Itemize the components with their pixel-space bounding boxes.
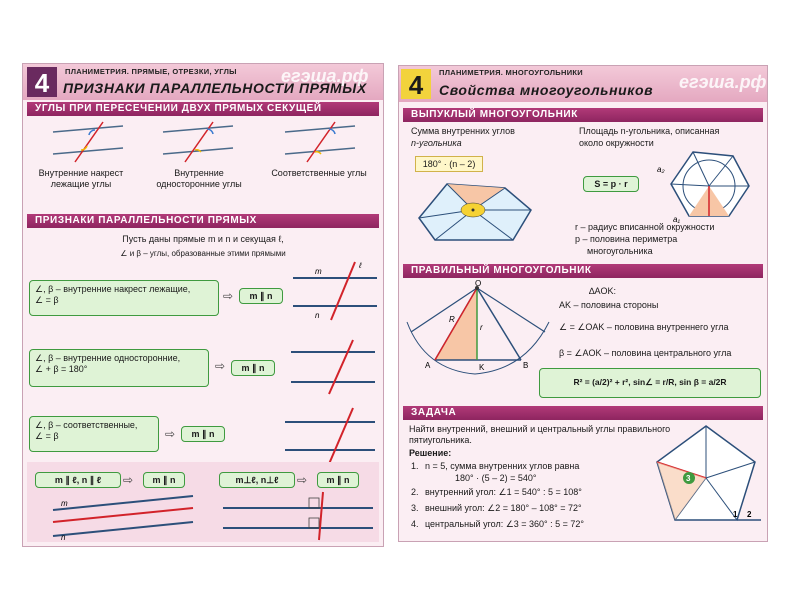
r-note: r – радиус вписанной окружности xyxy=(575,222,715,232)
left-poster xyxy=(22,63,384,547)
rule-one-sided-line2: ∠ + β = 180° xyxy=(35,364,88,374)
caption-corresponding: Соответственные углы xyxy=(271,168,367,178)
right-title: Свойства многоугольников xyxy=(439,82,654,98)
angle-aok-text: β = ∠AOK – половина центрального угла xyxy=(559,348,732,358)
area-formula: S = p · r xyxy=(583,176,639,192)
parallel-lines-diagram xyxy=(43,494,203,540)
label-r-regular: r xyxy=(480,323,483,332)
rule-corresponding-box xyxy=(29,416,159,452)
perpendicular-arrow: ⇨ xyxy=(297,473,308,487)
rule-corresponding-line2: ∠ = β xyxy=(35,431,59,441)
angle-diagram-one-sided xyxy=(163,122,233,162)
right-band-task: ЗАДАЧА xyxy=(403,406,763,420)
step-4-num: 4. xyxy=(411,519,419,529)
rule-one-sided-result: m ∥ n xyxy=(231,360,275,376)
label-a2: a₂ xyxy=(657,165,665,174)
rule-corresponding-diagram xyxy=(285,408,375,464)
parallel-arrow: ⇨ xyxy=(123,473,134,487)
pentagon-diagram xyxy=(651,422,761,532)
rule-one-sided-arrow: ⇨ xyxy=(215,359,226,373)
angle-diagram-corresponding xyxy=(285,122,355,162)
rule-alternate-line1: ∠, β – внутренние накрест лежащие, xyxy=(35,284,191,294)
label-K: K xyxy=(479,363,485,372)
perpendicular-premise: m⊥ℓ, n⊥ℓ xyxy=(219,472,295,488)
right-top-label: ПЛАНИМЕТРИЯ. МНОГОУГОЛЬНИКИ xyxy=(439,68,583,77)
label-2: 2 xyxy=(747,510,752,519)
caption-alternate: Внутренние накрест лежащие углы xyxy=(38,168,124,189)
task-problem-2: пятиугольника. xyxy=(409,435,472,445)
rule-alternate-result: m ∥ n xyxy=(239,288,283,304)
rule-alternate-line2: ∠ = β xyxy=(35,295,59,305)
label-R: R xyxy=(449,315,455,324)
label-a1: a₁ xyxy=(673,215,680,224)
parallel-result: m ∥ n xyxy=(143,472,185,488)
step-2-num: 2. xyxy=(411,487,419,497)
perpendicular-lines-diagram xyxy=(223,492,373,540)
left-title: ПРИЗНАКИ ПАРАЛЛЕЛЬНОСТИ ПРЯМЫХ xyxy=(63,80,367,96)
right-poster xyxy=(398,65,768,542)
ak-text: AK – половина стороны xyxy=(559,300,659,310)
angle-diagram-alternate xyxy=(53,122,123,162)
label-B: B xyxy=(523,361,529,370)
right-site-watermark: егэша.рф xyxy=(679,72,767,92)
label-3: 3 xyxy=(686,474,691,483)
task-solution: Решение: xyxy=(409,448,452,458)
label-1: 1 xyxy=(733,510,738,519)
left-band-angles: УГЛЫ ПРИ ПЕРЕСЕЧЕНИИ ДВУХ ПРЯМЫХ СЕКУЩЕЙ xyxy=(27,102,379,116)
label-l: ℓ xyxy=(359,261,362,270)
rule-one-sided-diagram xyxy=(291,340,375,394)
step-1-num: 1. xyxy=(411,461,419,471)
regular-polygon-diagram xyxy=(405,279,551,374)
rule-alternate-arrow: ⇨ xyxy=(223,289,234,303)
right-number: 4 xyxy=(401,69,431,99)
criteria-intro-2: ∠ и β – углы, образованные этими прямыми xyxy=(120,249,286,258)
step-1b-text: 180° · (5 – 2) = 540° xyxy=(455,473,537,483)
area-line2: около окружности xyxy=(579,138,654,148)
parallel-premise: m ∥ ℓ, n ∥ ℓ xyxy=(35,472,121,488)
label-m: m xyxy=(315,267,322,276)
step-2-text: внутренний угол: ∠1 = 540° : 5 = 108° xyxy=(425,487,582,497)
left-band-criteria: ПРИЗНАКИ ПАРАЛЛЕЛЬНОСТИ ПРЯМЫХ xyxy=(27,214,379,228)
svg-text:m: m xyxy=(61,499,68,508)
sum-line1: Сумма внутренних углов xyxy=(411,126,515,136)
angle-oak-text: ∠ = ∠OAK – половина внутреннего угла xyxy=(559,322,729,332)
step-3-text: внешний угол: ∠2 = 180° – 108° = 72° xyxy=(425,503,582,513)
rule-corresponding-arrow: ⇨ xyxy=(165,427,176,441)
regular-formula: R² = (a/2)² + r², sin∠ = r/R, sin β = a/2R xyxy=(539,368,761,398)
rule-alternate-diagram xyxy=(293,260,377,320)
rule-corresponding-result: m ∥ n xyxy=(181,426,225,442)
left-site-watermark: егэша.рф xyxy=(281,66,369,86)
right-band-convex: ВЫПУКЛЫЙ МНОГОУГОЛЬНИК xyxy=(403,108,763,122)
step-1-text: n = 5, сумма внутренних углов равна xyxy=(425,461,580,471)
label-n: n xyxy=(315,311,320,320)
aok-label: ∆AOK: xyxy=(589,286,617,296)
step-3-num: 3. xyxy=(411,503,419,513)
area-line1: Площадь n-угольника, описанная xyxy=(579,126,720,136)
convex-polygon-diagram xyxy=(413,178,533,244)
rule-one-sided-box xyxy=(29,349,209,387)
step-4-text: центральный угол: ∠3 = 360° : 5 = 72° xyxy=(425,519,585,529)
left-number: 4 xyxy=(27,67,57,97)
rule-corresponding-line1: ∠, β – соответственные, xyxy=(35,420,138,430)
right-band-regular: ПРАВИЛЬНЫЙ МНОГОУГОЛЬНИК xyxy=(403,264,763,278)
p-note2: многоугольника xyxy=(587,246,653,256)
circumscribed-polygon-diagram xyxy=(657,150,751,224)
perpendicular-result: m ∥ n xyxy=(317,472,359,488)
sum-formula: 180° · (n – 2) xyxy=(415,156,483,172)
rule-one-sided-line1: ∠, β – внутренние односторонние, xyxy=(35,353,181,363)
rule-alternate-box xyxy=(29,280,219,316)
p-note: p – половина периметра xyxy=(575,234,678,244)
svg-text:n: n xyxy=(61,533,66,542)
label-A: A xyxy=(425,361,431,370)
caption-one-sided: Внутренние односторонние углы xyxy=(156,168,242,189)
criteria-intro-1: Пусть даны прямые m и n и секущая ℓ, xyxy=(122,234,284,244)
task-problem-1: Найти внутренний, внешний и центральный углы правильного xyxy=(409,424,671,434)
label-O: O xyxy=(475,279,482,288)
sum-line2: n-угольника xyxy=(411,138,462,148)
left-top-label: ПЛАНИМЕТРИЯ. ПРЯМЫЕ, ОТРЕЗКИ, УГЛЫ xyxy=(65,67,237,76)
